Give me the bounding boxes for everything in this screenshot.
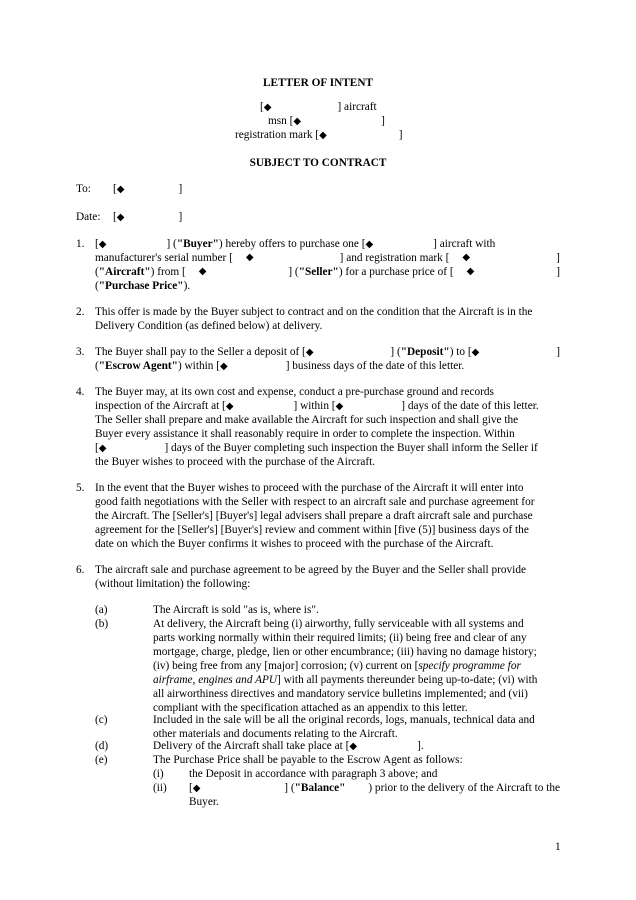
placeholder-diamond-icon: ◆	[335, 401, 344, 412]
placeholder-diamond-icon: ◆	[466, 266, 475, 277]
header-msn-line: msn [◆ ]	[268, 115, 385, 127]
placeholder-diamond-icon: ◆	[293, 116, 302, 127]
placeholder-diamond-icon: ◆	[263, 102, 272, 113]
placeholder-diamond-icon: ◆	[365, 239, 374, 250]
clause-e-ii-label: (ii)	[153, 782, 167, 794]
placeholder-diamond-icon: ◆	[305, 347, 314, 358]
to-placeholder: [◆ ]	[113, 183, 183, 195]
clause-e-label: (e)	[95, 754, 108, 766]
clause-b-label: (b)	[95, 618, 109, 630]
paragraph-3-number: 3.	[76, 346, 85, 358]
paragraph-5: In the event that the Buyer wishes to proceed with the purchase of the Aircraft it will enter into good faith negotiations with the Seller with respect to an aircraft sale and purchase agreement for the Aircraft. The [Seller's] [Buyer's] legal advisers shall prepare a draft aircraft sale and purchase agreement for the [Seller's] [Buyer's] review and comment within [five (5)] business days of the date on which the Buyer confirms it wishes to proceed with the purchase of the Aircraft.	[95, 482, 535, 550]
paragraph-4-number: 4.	[76, 386, 85, 398]
paragraph-2: This offer is made by the Buyer subject to contract and on the condition that the Aircraft is in the Delivery Condition (as defined below) at delivery.	[95, 306, 533, 332]
clause-e-ii: [◆ ] ("Balance" ) prior to the delivery of the Aircraft to the Buyer.	[189, 782, 560, 808]
clause-d-label: (d)	[95, 740, 109, 752]
date-placeholder: [◆ ]	[113, 211, 183, 223]
clause-a-label: (a)	[95, 604, 108, 616]
clause-a: The Aircraft is sold "as is, where is".	[153, 604, 319, 616]
paragraph-1-number: 1.	[76, 238, 85, 250]
clause-d: Delivery of the Aircraft shall take place at [◆ ].	[153, 740, 424, 752]
clause-c-label: (c)	[95, 714, 108, 726]
paragraph-4: The Buyer may, at its own cost and expense, conduct a pre-purchase ground and records inspection of the Aircraft at [◆ ] within [◆ ] days of the date of this letter. The Seller shall prepare and make available the Aircraft for such inspection and shall give the Buyer every assistance it shall reasonably require in order to complete the inspection. Within [◆ ] days of the Buyer completing such inspection the Buyer shall inform the Seller if the Buyer wishes to proceed with the purchase of the Aircraft.	[95, 386, 539, 468]
clause-e: The Purchase Price shall be payable to the Escrow Agent as follows:	[153, 754, 463, 766]
document-subtitle: SUBJECT TO CONTRACT	[249, 157, 387, 169]
placeholder-diamond-icon: ◆	[98, 239, 107, 250]
header-aircraft-line: [◆ ] aircraft	[260, 101, 377, 113]
paragraph-6-number: 6.	[76, 564, 85, 576]
paragraph-2-number: 2.	[76, 306, 85, 318]
placeholder-diamond-icon: ◆	[349, 741, 358, 752]
placeholder-diamond-icon: ◆	[245, 252, 254, 263]
clause-c: Included in the sale will be all the original records, logs, manuals, technical data and other materials and documents relating to the Aircraft.	[153, 714, 535, 740]
paragraph-5-number: 5.	[76, 482, 85, 494]
clause-e-i: the Deposit in accordance with paragraph 3 above; and	[189, 768, 438, 780]
clause-e-i-label: (i)	[153, 768, 164, 780]
paragraph-6: The aircraft sale and purchase agreement to be agreed by the Buyer and the Seller shall provide (without limitation) the following:	[95, 564, 526, 590]
date-label: Date:	[76, 211, 101, 223]
page-number: 1	[555, 841, 561, 853]
clause-b: At delivery, the Aircraft being (i) airworthy, fully serviceable with all systems and parts working normally within their required limits; (ii) being free and clear of any mortgage, charge, pledge, lien or other encumbrance; (iii) having no damage history; (iv) being free from any [major] corrosion; (v) current on [specify programme for airframe, engines and APU] with all payments thereunder being up-to-date; (vi) with all airworthiness directives and mandatory service bulletins implemented; and (vii) compliant with the specification attached as an appendix to this letter.	[153, 618, 538, 714]
placeholder-diamond-icon: ◆	[219, 361, 228, 372]
placeholder-diamond-icon: ◆	[225, 401, 234, 412]
to-label: To:	[76, 183, 91, 195]
placeholder-diamond-icon: ◆	[116, 212, 125, 223]
placeholder-diamond-icon: ◆	[319, 130, 327, 141]
placeholder-diamond-icon: ◆	[192, 783, 201, 794]
document-title: LETTER OF INTENT	[262, 77, 374, 89]
header-registration-line: registration mark [◆ ]	[235, 129, 403, 141]
placeholder-diamond-icon: ◆	[198, 266, 207, 277]
placeholder-diamond-icon: ◆	[116, 184, 125, 195]
placeholder-diamond-icon: ◆	[98, 443, 107, 454]
paragraph-1: [◆ ] ("Buyer") hereby offers to purchase one [◆ ] aircraft with manufacturer's serial number [ ◆ ] and registration mark [ ◆ ] ("Aircraft") from [ ◆ ] ("Seller") for a purchase price of [ ◆ ] ("Purchase Price").	[95, 238, 560, 292]
placeholder-diamond-icon: ◆	[462, 252, 471, 263]
paragraph-3: The Buyer shall pay to the Seller a deposit of [◆ ] ("Deposit") to [◆ ] ("Escrow Agent") within [◆ ] business days of the date of this letter.	[95, 346, 560, 372]
placeholder-diamond-icon: ◆	[471, 347, 480, 358]
